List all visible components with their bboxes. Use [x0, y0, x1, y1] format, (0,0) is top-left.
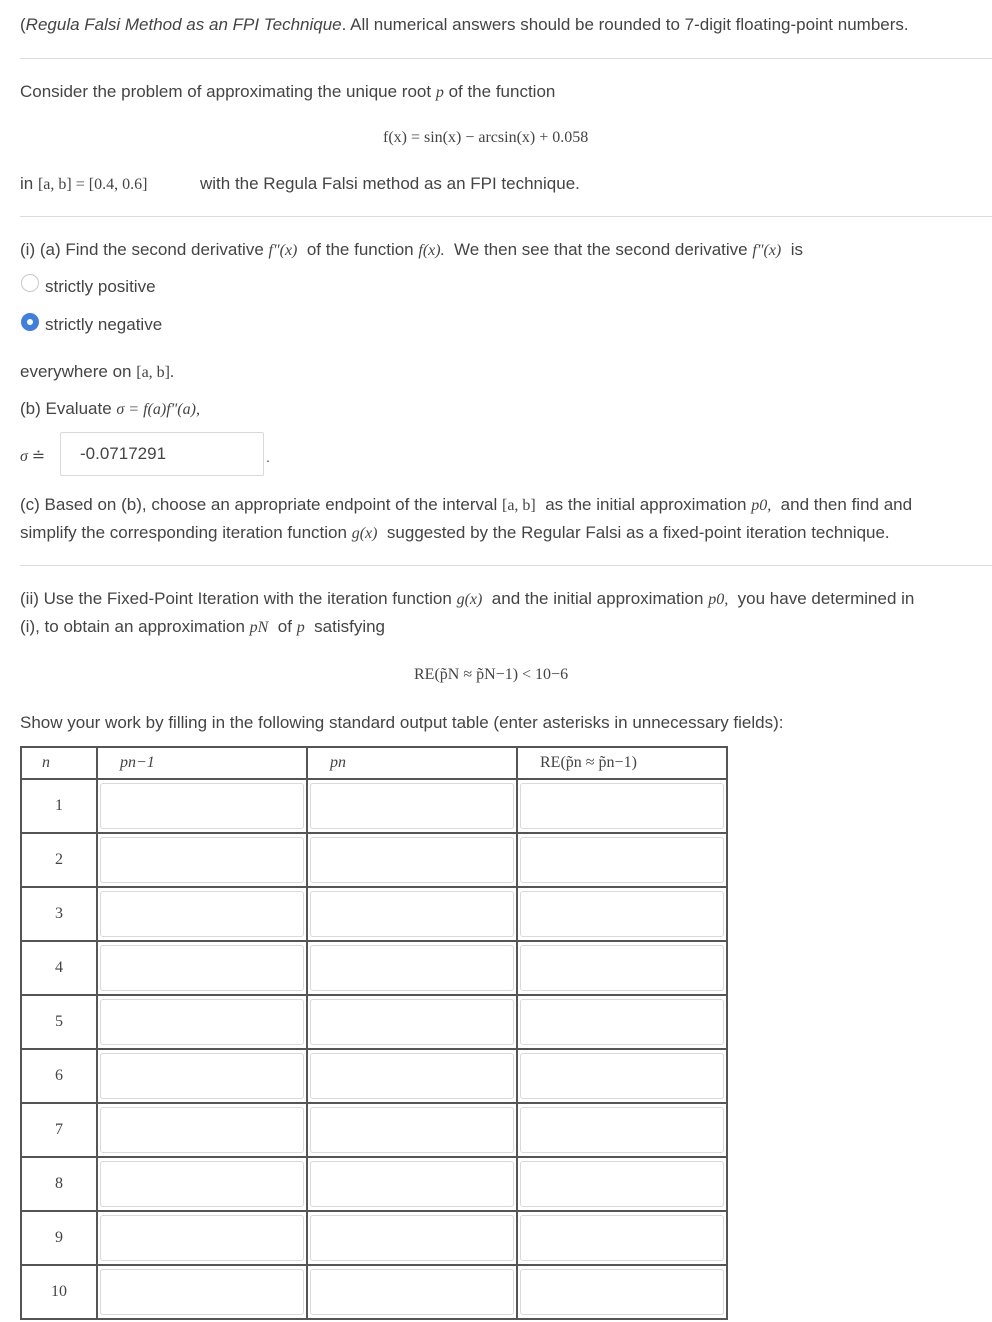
- re-input[interactable]: [520, 1215, 724, 1261]
- table-cell: [307, 1157, 517, 1211]
- table-row: [21, 941, 727, 995]
- pn-input[interactable]: [310, 837, 514, 883]
- fx-math: f(x).: [418, 242, 445, 259]
- intro-line: (Regula Falsi Method as an FPI Technique. All numerical answers should be rounded to 7-digit floating-point numbers.: [20, 15, 909, 34]
- pn-1-input[interactable]: [100, 1269, 304, 1315]
- header-n: n: [21, 747, 97, 779]
- table-row: [21, 1265, 727, 1319]
- part-ii-line-2: [20, 617, 385, 637]
- table-cell: [517, 779, 727, 833]
- table-cell: [517, 1049, 727, 1103]
- row-index: 8: [21, 1157, 97, 1211]
- re-input[interactable]: [520, 1161, 724, 1207]
- gx-math: g(x): [351, 525, 378, 542]
- re-input[interactable]: [520, 999, 724, 1045]
- table-cell: [97, 887, 307, 941]
- part-b-line: [20, 399, 200, 419]
- part-c-line-1: [20, 495, 912, 515]
- re-input[interactable]: [520, 1053, 724, 1099]
- table-cell: [97, 1211, 307, 1265]
- table-cell: [97, 995, 307, 1049]
- sigma-label: σ ≐: [20, 448, 46, 465]
- part-ii-text-b: and the initial approximation: [491, 589, 704, 608]
- fpp-math-2: f″(x): [752, 242, 782, 259]
- function-display: f(x) = sin(x) − arcsin(x) + 0.058: [383, 129, 589, 146]
- pn-1-input[interactable]: [100, 1215, 304, 1261]
- part-ii-text-c: you have determined in: [737, 589, 915, 608]
- divider: [20, 216, 992, 217]
- table-cell: [517, 1157, 727, 1211]
- interval-line: [20, 174, 147, 194]
- everywhere-text: everywhere on: [20, 362, 132, 381]
- re-input[interactable]: [520, 945, 724, 991]
- header-pn-1: pn−1: [97, 747, 307, 779]
- table-cell: [307, 1103, 517, 1157]
- output-table: [20, 746, 728, 1320]
- pn-1-input[interactable]: [100, 999, 304, 1045]
- re-input[interactable]: [520, 783, 724, 829]
- pn-1-input[interactable]: [100, 837, 304, 883]
- row-index: 5: [21, 995, 97, 1049]
- table-row: [21, 1103, 727, 1157]
- interval-prefix: in: [20, 174, 34, 193]
- pn-input[interactable]: [310, 783, 514, 829]
- pn-1-input[interactable]: [100, 1161, 304, 1207]
- table-cell: [307, 995, 517, 1049]
- pn-input[interactable]: [310, 891, 514, 937]
- divider: [20, 58, 992, 59]
- pn-input[interactable]: [310, 1053, 514, 1099]
- table-header-row: [21, 747, 727, 779]
- table-cell: [307, 833, 517, 887]
- table-cell: [97, 1103, 307, 1157]
- table-cell: [97, 941, 307, 995]
- part-c-text-e: suggested by the Regular Falsi as a fixed-point iteration technique.: [386, 523, 890, 542]
- table-cell: [517, 887, 727, 941]
- show-work-text: Show your work by filling in the following standard output table (enter asterisks in unnecessary fields):: [20, 713, 784, 732]
- part-c-text-c: and then find and: [780, 495, 913, 514]
- table-row: [21, 1157, 727, 1211]
- re-input[interactable]: [520, 1269, 724, 1315]
- table-cell: [307, 1049, 517, 1103]
- part-c-line-2: [20, 523, 890, 543]
- pn-input[interactable]: [310, 1269, 514, 1315]
- everywhere-math: [a, b].: [136, 364, 175, 381]
- table-cell: [97, 779, 307, 833]
- part-ii-line-1: [20, 589, 914, 609]
- table-cell: [307, 887, 517, 941]
- table-cell: [307, 1265, 517, 1319]
- consider-line: [20, 82, 555, 102]
- intro-rest: . All numerical answers should be rounded to 7-digit floating-point numbers.: [341, 15, 909, 34]
- table-cell: [517, 1211, 727, 1265]
- row-index: 1: [21, 779, 97, 833]
- consider-text: Consider the problem of approximating the unique root: [20, 82, 432, 101]
- pN-math: pN: [249, 619, 269, 636]
- row-index: 10: [21, 1265, 97, 1319]
- table-row: [21, 833, 727, 887]
- option-strictly-negative-label[interactable]: strictly negative: [45, 315, 163, 334]
- table-cell: [517, 1265, 727, 1319]
- part-ii-text-e: of: [277, 617, 292, 636]
- table-row: [21, 1049, 727, 1103]
- part-ii-text-f: satisfying: [314, 617, 386, 636]
- interval-tail: with the Regula Falsi method as an FPI technique.: [200, 174, 580, 193]
- sigma-input[interactable]: -0.0717291: [60, 432, 264, 476]
- p-math: p: [296, 619, 305, 636]
- part-a-is: is: [790, 240, 803, 259]
- table-row: [21, 887, 727, 941]
- table-cell: [517, 941, 727, 995]
- divider: [20, 565, 992, 566]
- row-index: 2: [21, 833, 97, 887]
- p0-math-2: p0,: [708, 591, 729, 608]
- row-index: 9: [21, 1211, 97, 1265]
- re-input[interactable]: [520, 837, 724, 883]
- interval-ab-math: [a, b]: [501, 497, 536, 514]
- re-input[interactable]: [520, 891, 724, 937]
- table-cell: [97, 1049, 307, 1103]
- part-ii-text-a: (ii) Use the Fixed-Point Iteration with the iteration function: [20, 589, 452, 608]
- part-c-text-b: as the initial approximation: [545, 495, 747, 514]
- pn-input[interactable]: [310, 1161, 514, 1207]
- radio-strictly-negative[interactable]: [21, 313, 39, 331]
- pn-input[interactable]: [310, 1107, 514, 1153]
- row-index: 6: [21, 1049, 97, 1103]
- gx-math-2: g(x): [456, 591, 483, 608]
- pn-input[interactable]: [310, 999, 514, 1045]
- option-strictly-positive-label[interactable]: strictly positive: [45, 277, 156, 296]
- everywhere-line: [20, 362, 174, 382]
- table-cell: [307, 1211, 517, 1265]
- intro-title: Regula Falsi Method as an FPI Technique: [25, 15, 342, 34]
- table-cell: [307, 941, 517, 995]
- row-index: 7: [21, 1103, 97, 1157]
- stopping-criterion: RE(p̃N ≈ p̃N−1) < 10−6: [414, 666, 569, 683]
- part-a-line: [20, 240, 803, 260]
- table-cell: [97, 1157, 307, 1211]
- part-a-mid: of the function: [306, 240, 414, 259]
- table-row: [21, 779, 727, 833]
- row-index: 4: [21, 941, 97, 995]
- row-index: 3: [21, 887, 97, 941]
- fpp-math: f″(x): [268, 242, 298, 259]
- table-cell: [517, 995, 727, 1049]
- pn-1-input[interactable]: [100, 945, 304, 991]
- pn-1-input[interactable]: [100, 783, 304, 829]
- part-a-prefix: (i) (a) Find the second derivative: [20, 240, 264, 259]
- consider-tail: of the function: [448, 82, 556, 101]
- table-cell: [307, 779, 517, 833]
- table-cell: [97, 833, 307, 887]
- pn-1-input[interactable]: [100, 891, 304, 937]
- table-cell: [517, 1103, 727, 1157]
- header-re: RE(p̃n ≈ p̃n−1): [517, 747, 727, 779]
- table-row: [21, 995, 727, 1049]
- part-c-text-a: (c) Based on (b), choose an appropriate endpoint of the interval: [20, 495, 498, 514]
- part-c-text-d: simplify the corresponding iteration function: [20, 523, 347, 542]
- sigma-def-math: σ = f(a)f″(a),: [116, 401, 200, 418]
- header-pn: pn: [307, 747, 517, 779]
- pn-input[interactable]: [310, 1215, 514, 1261]
- pn-1-input[interactable]: [100, 1053, 304, 1099]
- part-ii-text-d: (i), to obtain an approximation: [20, 617, 245, 636]
- p0-math: p0,: [751, 497, 772, 514]
- pn-1-input[interactable]: [100, 1107, 304, 1153]
- part-b-text: (b) Evaluate: [20, 399, 112, 418]
- pn-input[interactable]: [310, 945, 514, 991]
- sigma-period: .: [266, 449, 270, 465]
- table-row: [21, 1211, 727, 1265]
- root-var: p: [435, 84, 444, 101]
- part-a-tail: We then see that the second derivative: [454, 240, 748, 259]
- re-input[interactable]: [520, 1107, 724, 1153]
- table-cell: [517, 833, 727, 887]
- table-cell: [97, 1265, 307, 1319]
- radio-strictly-positive[interactable]: [21, 274, 39, 292]
- interval-math: [a, b] = [0.4, 0.6]: [37, 176, 148, 193]
